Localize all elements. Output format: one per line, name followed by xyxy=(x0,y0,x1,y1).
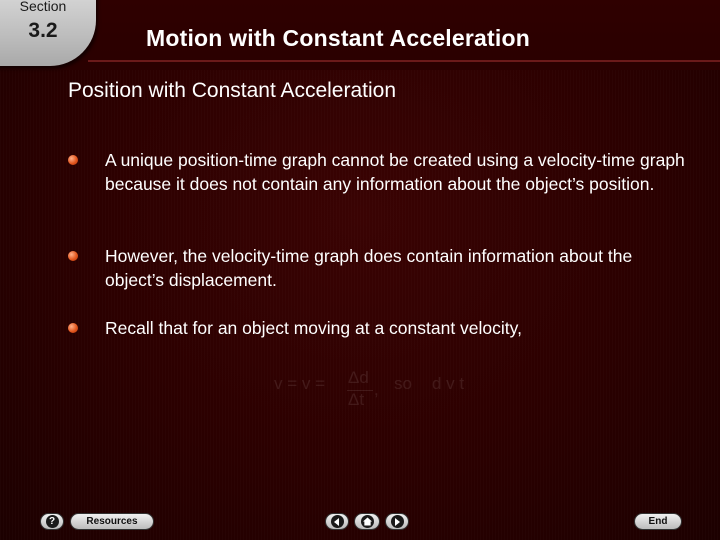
home-button[interactable] xyxy=(354,513,380,530)
resources-button[interactable]: Resources xyxy=(70,513,154,530)
previous-button[interactable] xyxy=(325,513,349,530)
previous-arrow-icon xyxy=(331,515,344,528)
equation-so: so xyxy=(394,374,412,393)
bullet-text-3: Recall that for an object moving at a constant velocity, xyxy=(105,318,522,338)
slide-subtitle: Position with Constant Acceleration xyxy=(68,79,397,102)
header-divider xyxy=(88,60,720,62)
next-button[interactable] xyxy=(385,513,409,530)
equation-denominator: Δt xyxy=(348,390,365,409)
slide-title: Motion with Constant Acceleration xyxy=(146,25,530,51)
equation-rhs: d v t xyxy=(432,374,465,393)
bullet-text-1: A unique position-time graph cannot be created using a velocity-time graph because it does not contain any information about the object’s position. xyxy=(105,150,685,194)
section-label: Section xyxy=(19,0,67,14)
end-button[interactable]: End xyxy=(634,513,682,530)
next-arrow-icon xyxy=(391,515,404,528)
help-button[interactable] xyxy=(40,513,64,530)
section-number: 3.2 xyxy=(28,19,58,42)
velocity-equation xyxy=(274,368,504,412)
bullet-icon xyxy=(68,323,78,333)
bullet-icon xyxy=(68,155,78,165)
equation-numerator: Δd xyxy=(348,368,369,387)
bullet-text-2: However, the velocity-time graph does contain information about the object’s displacement. xyxy=(105,246,633,290)
bullet-icon xyxy=(68,251,78,261)
help-icon: ? xyxy=(46,515,59,528)
equation-lhs: v = v = xyxy=(274,374,326,393)
home-icon xyxy=(361,515,374,528)
equation-comma: , xyxy=(374,380,379,399)
